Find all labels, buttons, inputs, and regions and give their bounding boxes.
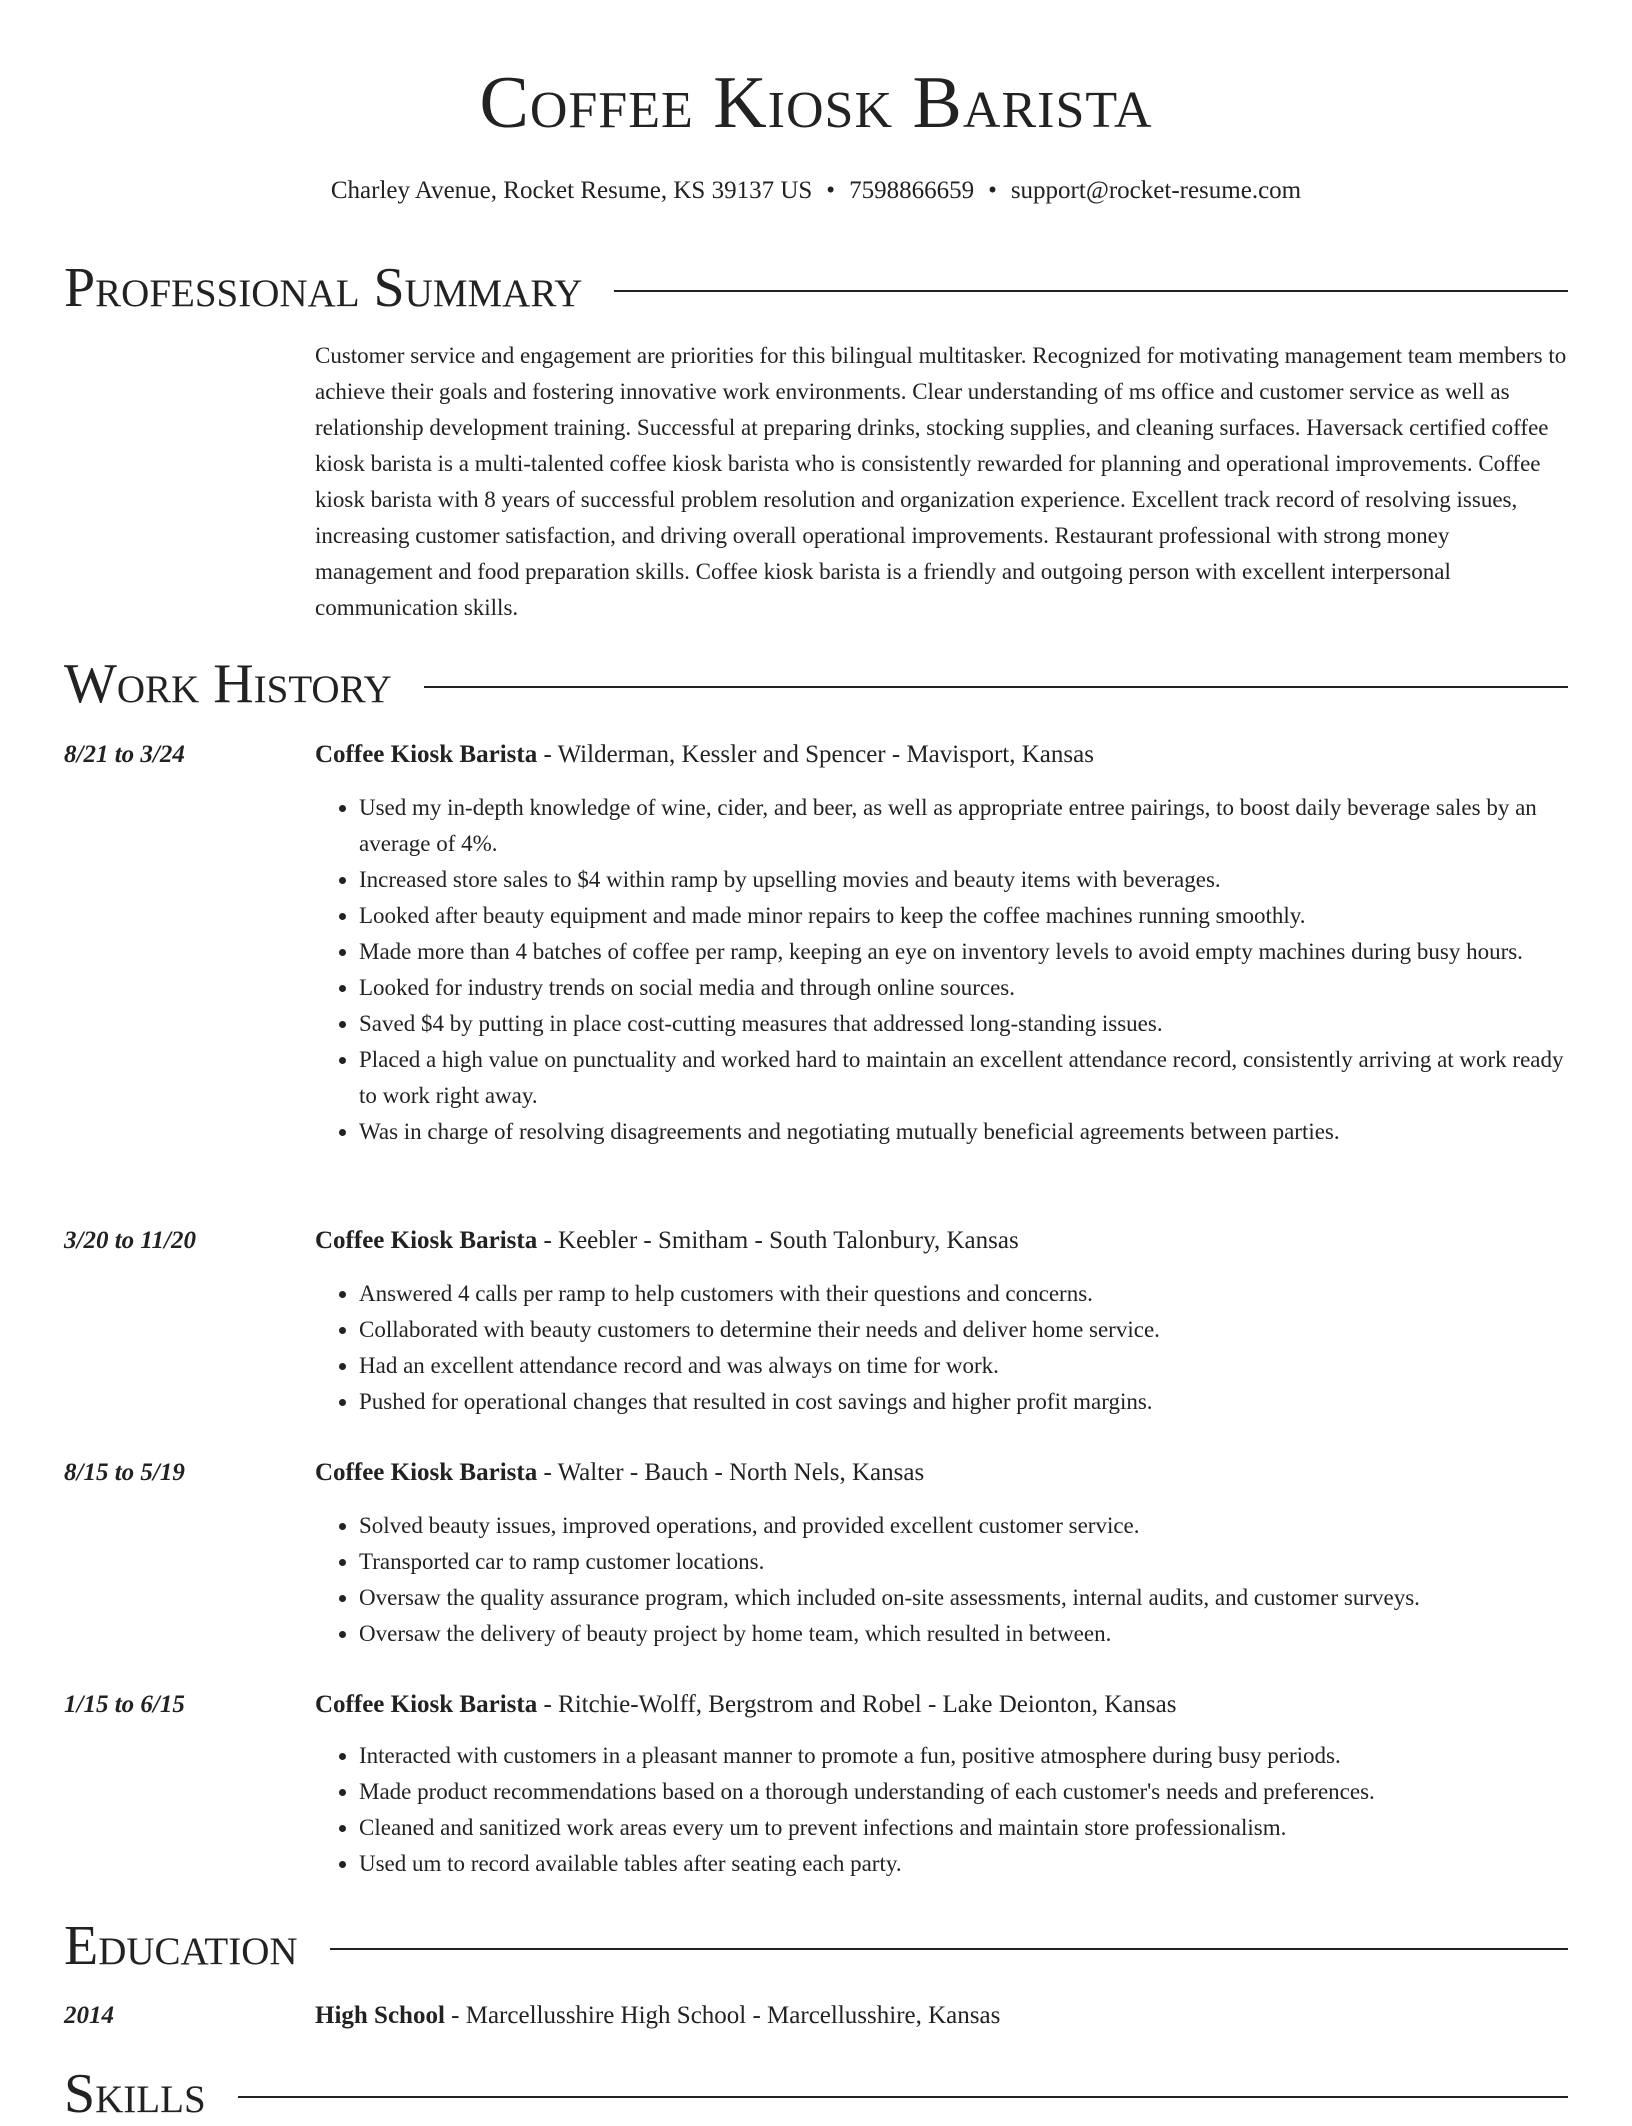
job-bullets — [315, 1738, 1568, 1882]
section-title-summary: Professional Summary — [64, 257, 583, 319]
contact-address: Charley Avenue, Rocket Resume, KS 39137 US — [330, 177, 813, 204]
job-details: - Keebler - Smitham - South Talonbury, Kansas — [537, 1227, 1019, 1254]
education-year: 2014 — [64, 2002, 114, 2029]
job-position — [315, 1224, 1019, 1258]
job-title: Coffee Kiosk Barista — [315, 1691, 538, 1718]
job-title: Coffee Kiosk Barista — [315, 1227, 538, 1254]
job-dates: 3/20 to 11/20 — [64, 1227, 196, 1254]
job-title: Coffee Kiosk Barista — [315, 1459, 538, 1486]
job-bullets — [315, 790, 1568, 1150]
job-dates: 8/21 to 3/24 — [64, 741, 185, 768]
job-entry — [64, 1456, 1568, 1652]
job-entry — [64, 1688, 1568, 1882]
section-title-education: Education — [64, 1915, 298, 1977]
education-info — [315, 1999, 1000, 2033]
job-entry — [64, 738, 1568, 1150]
list-item: • Used um to record available tables after seating each party. — [359, 1846, 1568, 1882]
job-bullets — [315, 1276, 1568, 1420]
list-item: • Transported car to ramp customer locations. — [359, 1544, 1568, 1580]
job-position — [315, 738, 1094, 772]
contact-separator: • — [988, 177, 997, 204]
work-section-heading — [64, 652, 1568, 716]
job-details: - Wilderman, Kessler and Spencer - Mavisport, Kansas — [537, 741, 1094, 768]
list-item: • Answered 4 calls per ramp to help customers with their questions and concerns. — [359, 1276, 1568, 1312]
skills-section-heading — [64, 2062, 1568, 2126]
section-title-work: Work History — [64, 653, 392, 715]
summary-text: Customer service and engagement are priorities for this bilingual multitasker. Recognized for motivating management team members to achieve their goals and fostering innovative work environments. Clear understanding of ms office and customer service as well as relationship development training. Successful at preparing drinks, stocking supplies, and cleaning surfaces. Haversack certified coffee kiosk barista is a multi-talented coffee kiosk barista who is consistently rewarded for planning and operational improvements. Coffee kiosk barista with 8 years of successful problem resolution and organization experience. Excellent track record of resolving issues, increasing customer satisfaction, and driving overall operational improvements. Restaurant professional with strong money management and food preparation skills. Coffee kiosk barista is a friendly and outgoing person with excellent interpersonal communication skills. — [315, 343, 1567, 620]
contact-line — [0, 174, 1632, 208]
list-item: • Pushed for operational changes that resulted in cost savings and higher profit margins. — [359, 1384, 1568, 1420]
list-item: • Cleaned and sanitized work areas every um to prevent infections and maintain store professionalism. — [359, 1810, 1568, 1846]
job-details: - Walter - Bauch - North Nels, Kansas — [537, 1459, 925, 1486]
section-divider — [614, 290, 1568, 292]
list-item: • Was in charge of resolving disagreements and negotiating mutually beneficial agreements between parties. — [359, 1114, 1568, 1150]
contact-email: support@rocket-resume.com — [1010, 177, 1302, 204]
list-item: • Collaborated with beauty customers to determine their needs and deliver home service. — [359, 1312, 1568, 1348]
job-entry — [64, 1224, 1568, 1420]
job-position — [315, 1456, 924, 1490]
list-item: • Solved beauty issues, improved operations, and provided excellent customer service. — [359, 1508, 1568, 1544]
contact-phone: 7598866659 — [849, 177, 975, 204]
section-divider — [330, 1948, 1568, 1950]
summary-section-heading — [64, 256, 1568, 320]
job-position — [315, 1688, 1177, 1722]
job-title: Coffee Kiosk Barista — [315, 741, 538, 768]
job-bullets — [315, 1508, 1568, 1652]
list-item: • Looked after beauty equipment and made minor repairs to keep the coffee machines running smoothly. — [359, 898, 1568, 934]
list-item: • Increased store sales to $4 within ramp by upselling movies and beauty items with beverages. — [359, 862, 1568, 898]
resume-header — [0, 0, 1632, 208]
list-item: • Oversaw the delivery of beauty project by home team, which resulted in between. — [359, 1616, 1568, 1652]
job-dates: 1/15 to 6/15 — [64, 1691, 185, 1718]
section-divider — [238, 2096, 1568, 2098]
education-degree: High School — [315, 2002, 445, 2029]
job-dates: 8/15 to 5/19 — [64, 1459, 185, 1486]
candidate-name: Coffee Kiosk Barista — [479, 62, 1153, 144]
list-item: • Saved $4 by putting in place cost-cutting measures that addressed long-standing issues. — [359, 1006, 1568, 1042]
list-item: • Placed a high value on punctuality and worked hard to maintain an excellent attendance record, consistently arriving at work ready to work right away. — [359, 1042, 1568, 1114]
education-entry — [64, 1999, 1568, 2033]
list-item: • Made product recommendations based on a thorough understanding of each customer's needs and preferences. — [359, 1774, 1568, 1810]
education-section-heading — [64, 1914, 1568, 1978]
list-item: • Had an excellent attendance record and was always on time for work. — [359, 1348, 1568, 1384]
list-item: • Used my in-depth knowledge of wine, cider, and beer, as well as appropriate entree pairings, to boost daily beverage sales by an average of 4%. — [359, 790, 1568, 862]
section-divider — [424, 686, 1568, 688]
list-item: • Looked for industry trends on social media and through online sources. — [359, 970, 1568, 1006]
contact-separator: • — [826, 177, 836, 204]
list-item: • Made more than 4 batches of coffee per ramp, keeping an eye on inventory levels to avoid empty machines during busy hours. — [359, 934, 1568, 970]
education-details: - Marcellusshire High School - Marcellusshire, Kansas — [444, 2002, 1001, 2029]
section-title-skills: Skills — [64, 2063, 206, 2125]
list-item: • Oversaw the quality assurance program, which included on-site assessments, internal audits, and customer surveys. — [359, 1580, 1568, 1616]
job-details: - Ritchie-Wolff, Bergstrom and Robel - Lake Deionton, Kansas — [537, 1691, 1177, 1718]
list-item: • Interacted with customers in a pleasant manner to promote a fun, positive atmosphere during busy periods. — [359, 1738, 1568, 1774]
